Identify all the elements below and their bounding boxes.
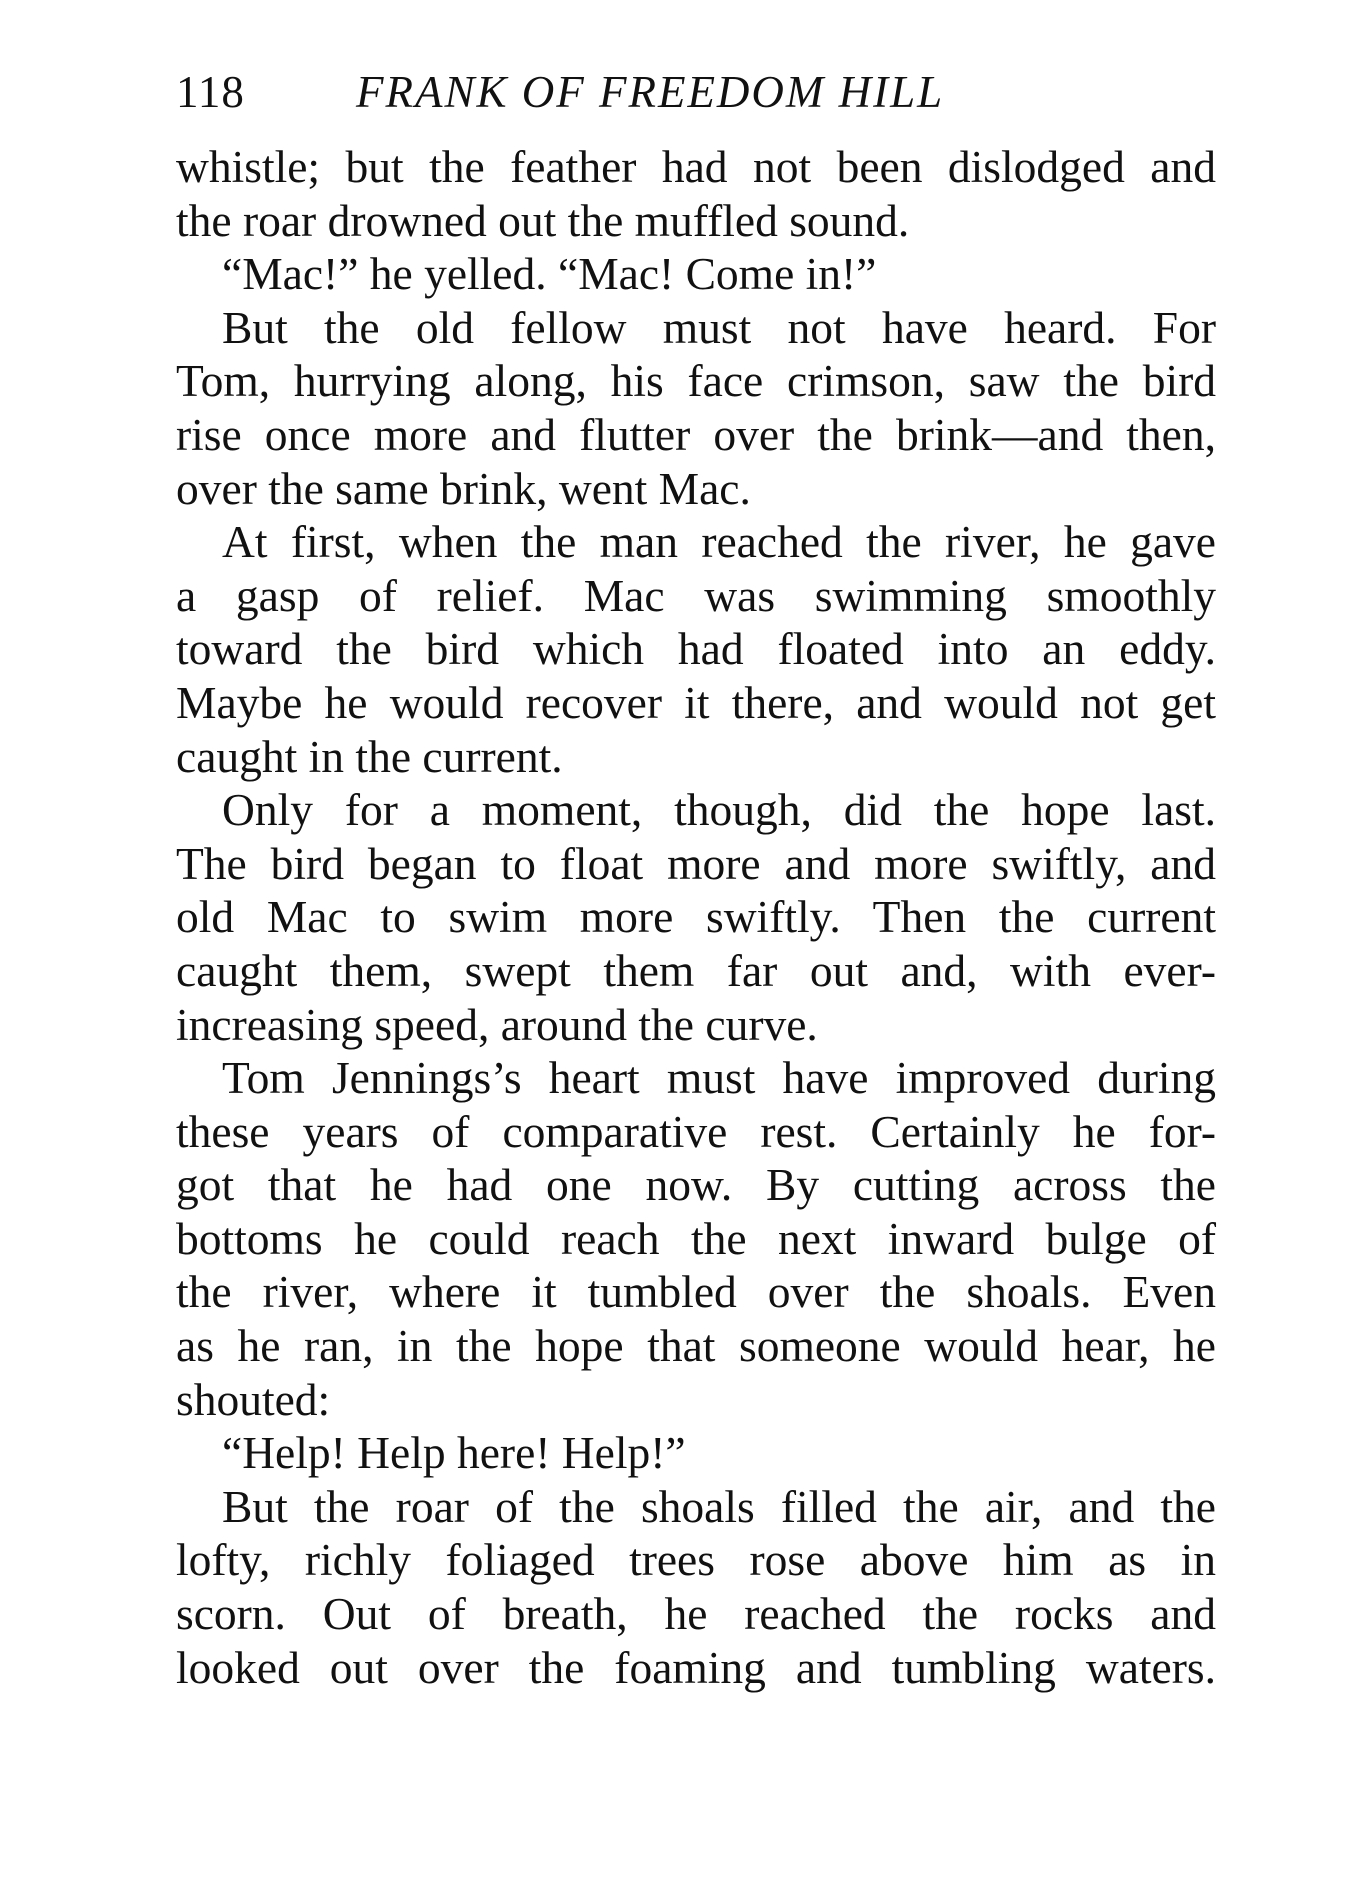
text-line: Tom, hurrying along, his face crimson, saw the bird (176, 355, 1216, 407)
text-line: Maybe he would recover it there, and would not get (176, 676, 1216, 728)
page-header (176, 62, 1216, 122)
running-title: FRANK OF FREEDOM HILL (356, 67, 945, 117)
text-line: caught them, swept them far out and, with ever- (176, 944, 1216, 996)
text-line: old Mac to swim more swiftly. Then the current (176, 891, 1216, 943)
text-line: shouted: (176, 1373, 331, 1425)
text-line: The bird began to float more and more swiftly, and (176, 837, 1216, 889)
text-line: Tom Jennings’s heart must have improved during (222, 1052, 1216, 1104)
text-line: got that he had one now. By cutting across the (176, 1159, 1216, 1211)
body-text (176, 140, 1216, 1694)
text-line: bottoms he could reach the next inward bulge of (176, 1212, 1216, 1264)
text-line: lofty, richly foliaged trees rose above him as in (176, 1534, 1216, 1586)
text-line: increasing speed, around the curve. (176, 998, 818, 1050)
text-line: a gasp of relief. Mac was swimming smoothly (176, 569, 1216, 621)
page-number: 118 (176, 67, 245, 117)
text-line: as he ran, in the hope that someone would hear, he (176, 1320, 1216, 1372)
text-line: looked out over the foaming and tumbling waters. (176, 1641, 1216, 1693)
text-line: whistle; but the feather had not been dislodged and (176, 141, 1216, 192)
text-line: Only for a moment, though, did the hope last. (222, 784, 1216, 836)
text-line: But the old fellow must not have heard. For (222, 301, 1216, 353)
text-line: the roar drowned out the muffled sound. (176, 194, 910, 246)
text-line: scorn. Out of breath, he reached the rocks and (176, 1588, 1216, 1640)
text-line: over the same brink, went Mac. (176, 462, 751, 514)
text-line: the river, where it tumbled over the shoals. Even (176, 1266, 1216, 1318)
text-line: caught in the current. (176, 730, 563, 782)
text-line: rise once more and flutter over the brink—and then, (176, 408, 1216, 460)
text-line: toward the bird which had floated into an eddy. (176, 623, 1216, 675)
text-line: But the roar of the shoals filled the air, and the (222, 1480, 1216, 1532)
text-line: “Help! Help here! Help!” (222, 1427, 686, 1479)
text-line: At first, when the man reached the river, he gave (222, 516, 1216, 568)
text-line: these years of comparative rest. Certainly he for- (176, 1105, 1216, 1157)
text-line: “Mac!” he yelled. “Mac! Come in!” (222, 248, 877, 300)
